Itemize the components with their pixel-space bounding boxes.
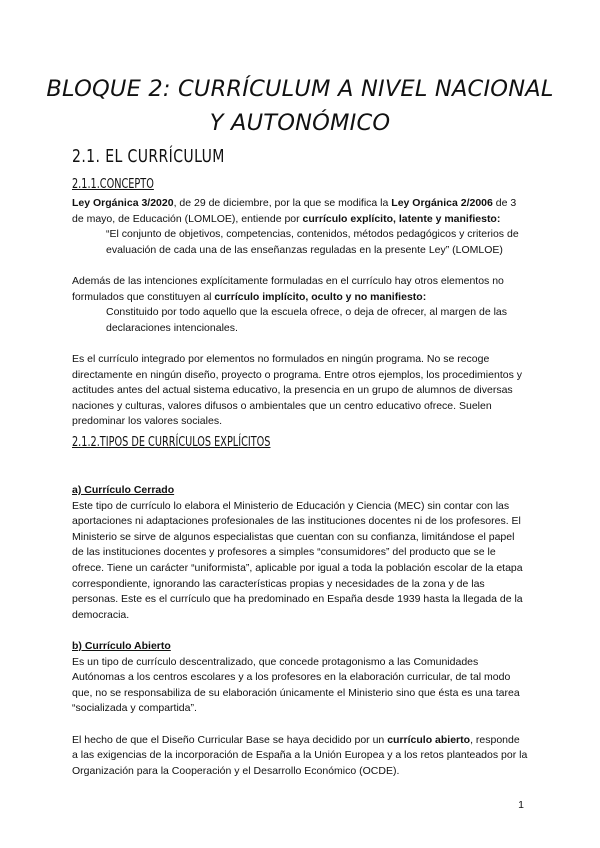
quote-lomloe: “El conjunto de objetivos, competencias, contenidos, métodos pedagógicos y criterios de evaluación de cada una de las enseñanzas reguladas en la presente Ley” (LOMLOE) [106, 228, 519, 256]
text-run: El hecho de que el Diseño Curricular Base se haya decidido por un [72, 733, 388, 746]
bold-term: currículo abierto [387, 733, 471, 746]
paragraph-curriculo-abierto: Es un tipo de currículo descentralizado, que concede protagonismo a las Comunidades Autónomas a los centros escolares y a los profesores en la elaboración curricular, de tal modo que, no se responsabiliza de su elaboración únicamente el Ministerio sino que ésta es una tarea “socializada y compartida”. [72, 655, 520, 715]
paragraph-implicito [72, 274, 528, 305]
bold-term: currículo explícito, latente y manifiesto: [302, 212, 501, 225]
bold-term: currículo implícito, oculto y no manifiesto: [214, 290, 427, 303]
law-reference: Ley Orgánica 2/2006 [391, 197, 493, 209]
heading-curriculo-cerrado: a) Currículo Cerrado [72, 484, 175, 496]
paragraph-curriculo-cerrado: Este tipo de currículo lo elabora el Ministerio de Educación y Ciencia (MEC) sin contar con las aportaciones ni adaptaciones profesionales de las instituciones docentes ni de los profesores. El Ministerio se sirve de algunos especialistas que cuentan con su confianza, limitándose el papel de las instituciones docentes y profesores a simples “consumidores” del producto que se le ofrece. Tiene un carácter “uniformista”, aplicable por igual a toda la población escolar de la etapa correspondiente, ignorando las características propias y necesidades de la zona y de las personas. Este es el currículo que ha predominado en España desde 1939 hasta la llegada de la democracia. [72, 499, 523, 621]
paragraph-integrado: Es el currículo integrado por elementos no formulados en ningún programa. No se recoge directamente en ningún diseño, proyecto o programa. Entre otros ejemplos, los procedimientos y actitudes antes del actual sistema educativo, la presencia en un grupo de alumnos de diversas naciones y culturas, valores difusos o ambientales que un centro educativo ofrece. Suelen predominar los valores sociales. [72, 352, 522, 428]
text-run: de 3 de mayo, de Educación (LOMLOE), entiende por [72, 197, 517, 225]
indented-definition: Constituido por todo aquello que la escuela ofrece, o deja de ofrecer, al margen de las declaraciones intencionales. [106, 306, 508, 334]
paragraph-dcb [72, 733, 528, 780]
paragraph-ley [72, 196, 528, 227]
subsection-heading-concepto: 2.1.1.CONCEPTO [72, 176, 154, 192]
subsection-heading-tipos: 2.1.2.TIPOS DE CURRÍCULOS EXPLÍCITOS [72, 434, 271, 450]
page-number: 1 [518, 799, 524, 811]
section-heading: 2.1. EL CURRÍCULUM [72, 146, 225, 167]
concepto-block [72, 196, 528, 430]
page-title: BLOQUE 2: CURRÍCULUM A NIVEL NACIONAL Y AUTONÓMICO [46, 76, 554, 136]
heading-curriculo-abierto: b) Currículo Abierto [72, 639, 171, 652]
text-run: , responde a las exigencias de la incorporación de España a la Unión Europea y a los retos planteados por la Organización para la Cooperación y el Desarrollo Económico (OCDE). [72, 733, 528, 777]
text-run: , de 29 de diciembre, por la que se modifica la [173, 197, 392, 209]
law-reference: Ley Orgánica 3/2020 [72, 197, 174, 209]
tipos-block [72, 483, 528, 779]
text-run: Además de las intenciones explícitamente formuladas en el currículo hay otros elementos no formulados que constituyen al [72, 274, 504, 303]
